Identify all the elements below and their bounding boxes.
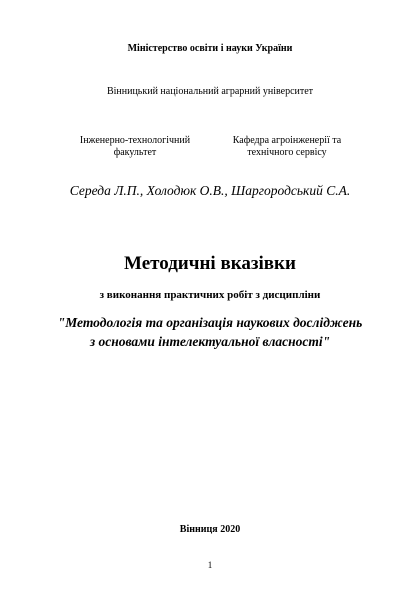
university-name: Вінницький національний аграрний університет [106, 86, 314, 97]
discipline-title: "Методологія та організація наукових досліджень з основами інтелектуальної власності" [57, 315, 363, 349]
page-number: 1 [207, 560, 213, 570]
city-year: Вінниця 2020 [179, 524, 241, 535]
faculty-name: Інженерно-технологічний факультет [79, 135, 191, 158]
ministry-name: Міністерство освіти і науки України [127, 43, 293, 54]
document-title: Методичні вказівки [124, 253, 296, 274]
department-name: Кафедра агроінженерії та технічного сервісу [232, 135, 342, 158]
authors: Середа Л.П., Холодюк О.В., Шаргородський С.А. [69, 183, 351, 198]
document-subtitle: з виконання практичних робіт з дисципліни [99, 289, 321, 301]
